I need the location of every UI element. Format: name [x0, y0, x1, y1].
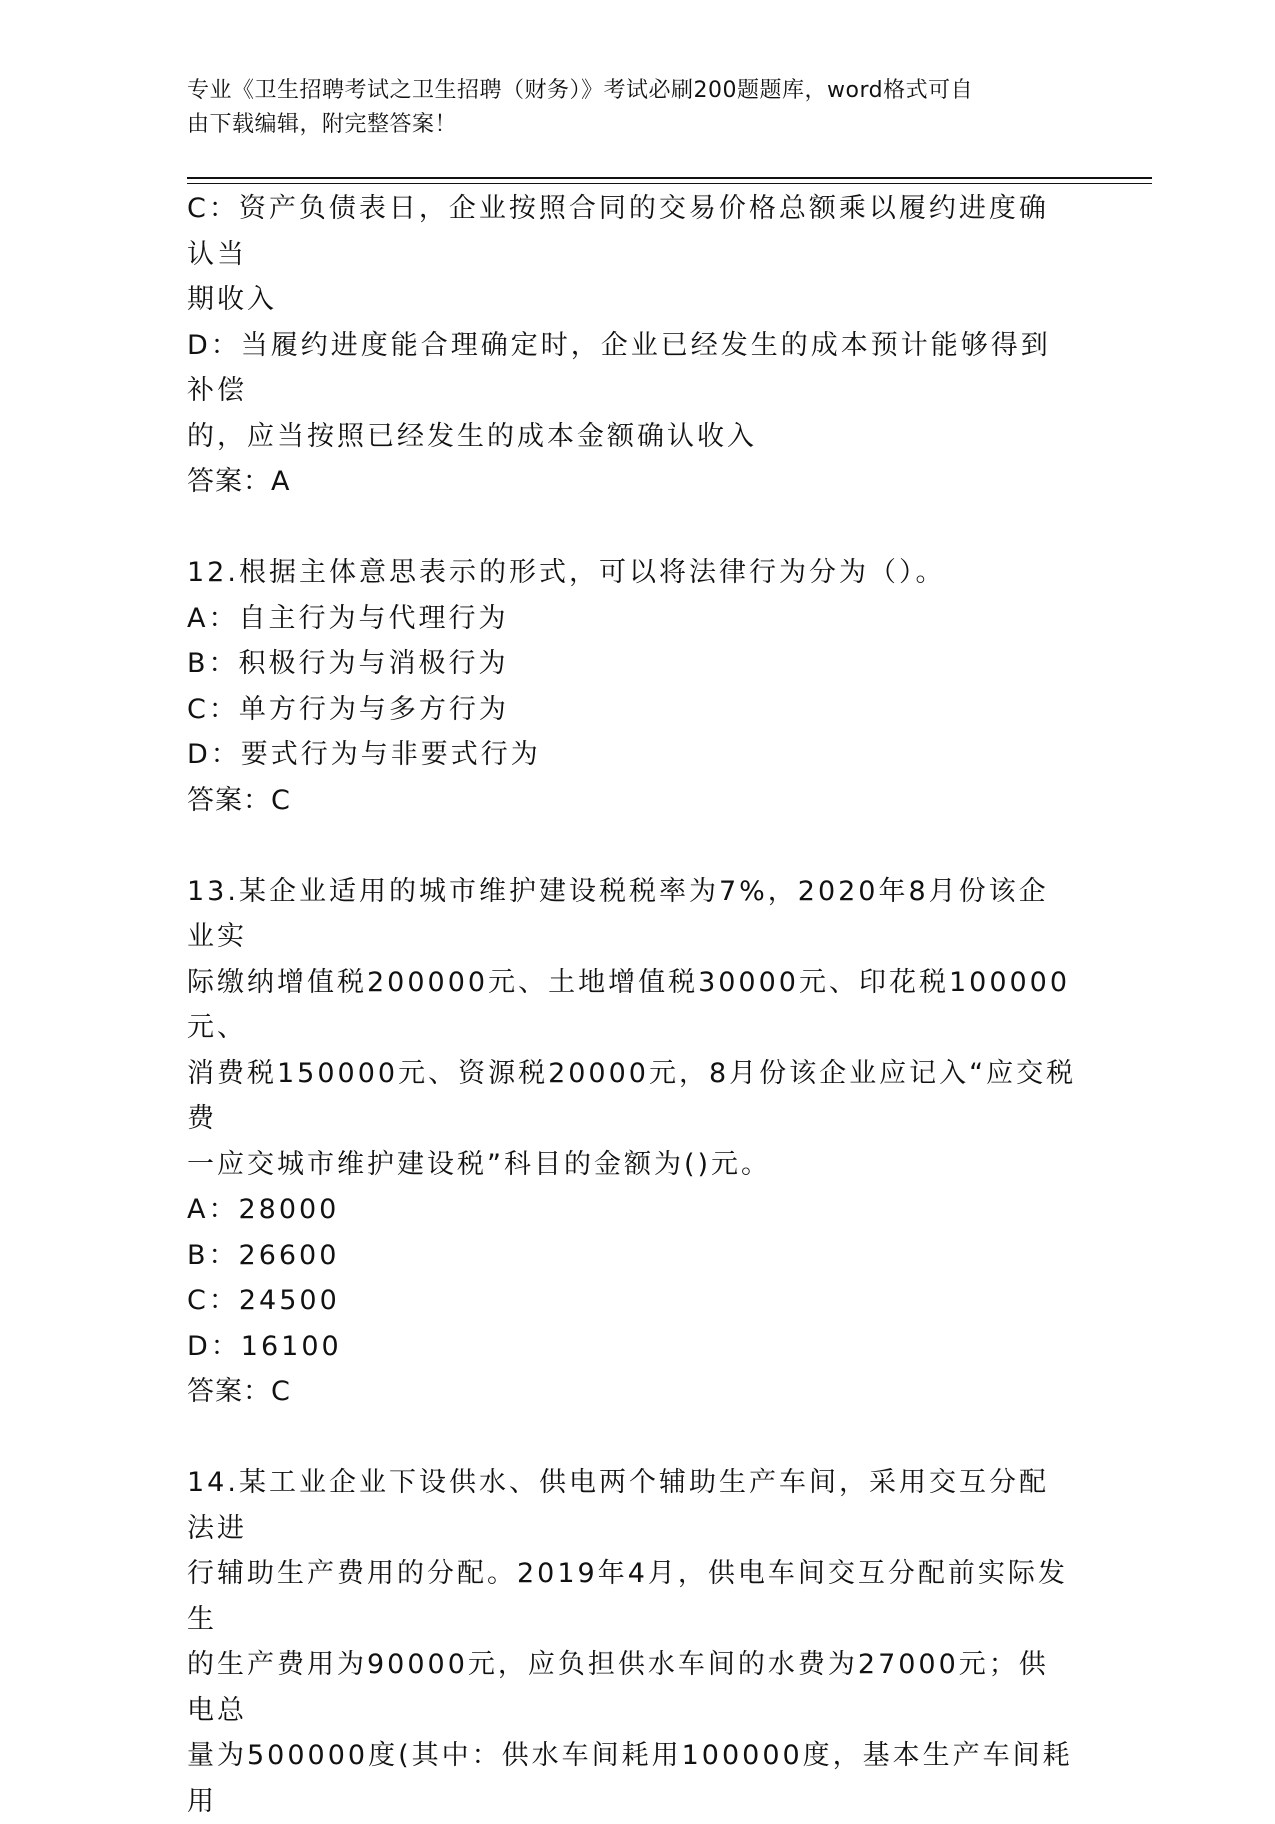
question-stem-line: 一应交城市维护建设税”科目的金额为()元。 [187, 1148, 772, 1180]
header-divider-thick [187, 177, 1152, 179]
option-c: C：单方行为与多方行为 [187, 693, 509, 725]
option-d-line: 的，应当按照已经发生的成本金额确认收入 [187, 420, 757, 452]
option-c: C：24500 [187, 1285, 340, 1316]
spacer [187, 823, 1077, 869]
question-stem-line: 量为500000度(其中：供水车间耗用100000度，基本生产车间耗用 [187, 1740, 1073, 1817]
question-stem-line: 14.某工业企业下设供水、供电两个辅助生产车间，采用交互分配法进 [187, 1467, 1049, 1544]
option-c-line: C：资产负债表日，企业按照合同的交易价格总额乘以履约进度确认当 [187, 193, 1049, 270]
question-12-block [187, 550, 1077, 823]
option-c-line: 期收入 [187, 284, 277, 315]
question-stem-line: 的生产费用为90000元，应负担供水车间的水费为27000元；供电总 [187, 1649, 1049, 1726]
answer-line: 答案：C [187, 1376, 291, 1407]
option-d-line: D：当履约进度能合理确定时，企业已经发生的成本预计能够得到补偿 [187, 329, 1051, 406]
answer-line: 答案：A [187, 466, 291, 497]
option-b: B：26600 [187, 1239, 340, 1271]
option-a: A：28000 [187, 1194, 340, 1225]
previous-question-block [187, 186, 1077, 505]
document-body [187, 186, 1077, 1824]
header-line-2: 由下载编辑，附完整答案！ [187, 112, 458, 137]
question-stem-line: 13.某企业适用的城市维护建设税税率为7%，2020年8月份该企业实 [187, 875, 1049, 952]
spacer [187, 505, 1077, 551]
header-divider-thin [187, 183, 1152, 184]
option-d: D：要式行为与非要式行为 [187, 739, 541, 770]
answer-line: 答案：C [187, 784, 291, 816]
document-header [187, 74, 1067, 142]
option-a: A：自主行为与代理行为 [187, 602, 509, 634]
question-stem-line: 际缴纳增值税200000元、土地增值税30000元、印花税100000元、 [187, 966, 1071, 1043]
question-14-block [187, 1460, 1077, 1824]
question-stem-line: 行辅助生产费用的分配。2019年4月，供电车间交互分配前实际发生 [187, 1558, 1068, 1635]
question-stem: 12.根据主体意思表示的形式，可以将法律行为分为（）。 [187, 557, 946, 588]
option-b: B：积极行为与消极行为 [187, 648, 509, 679]
option-d: D：16100 [187, 1330, 342, 1362]
header-line-1: 专业《卫生招聘考试之卫生招聘（财务）》考试必刷200题题库，word格式可自 [187, 78, 974, 103]
spacer [187, 1415, 1077, 1461]
question-stem-line: 消费税150000元、资源税20000元，8月份该企业应记入“应交税费 [187, 1057, 1077, 1134]
question-13-block [187, 869, 1077, 1415]
